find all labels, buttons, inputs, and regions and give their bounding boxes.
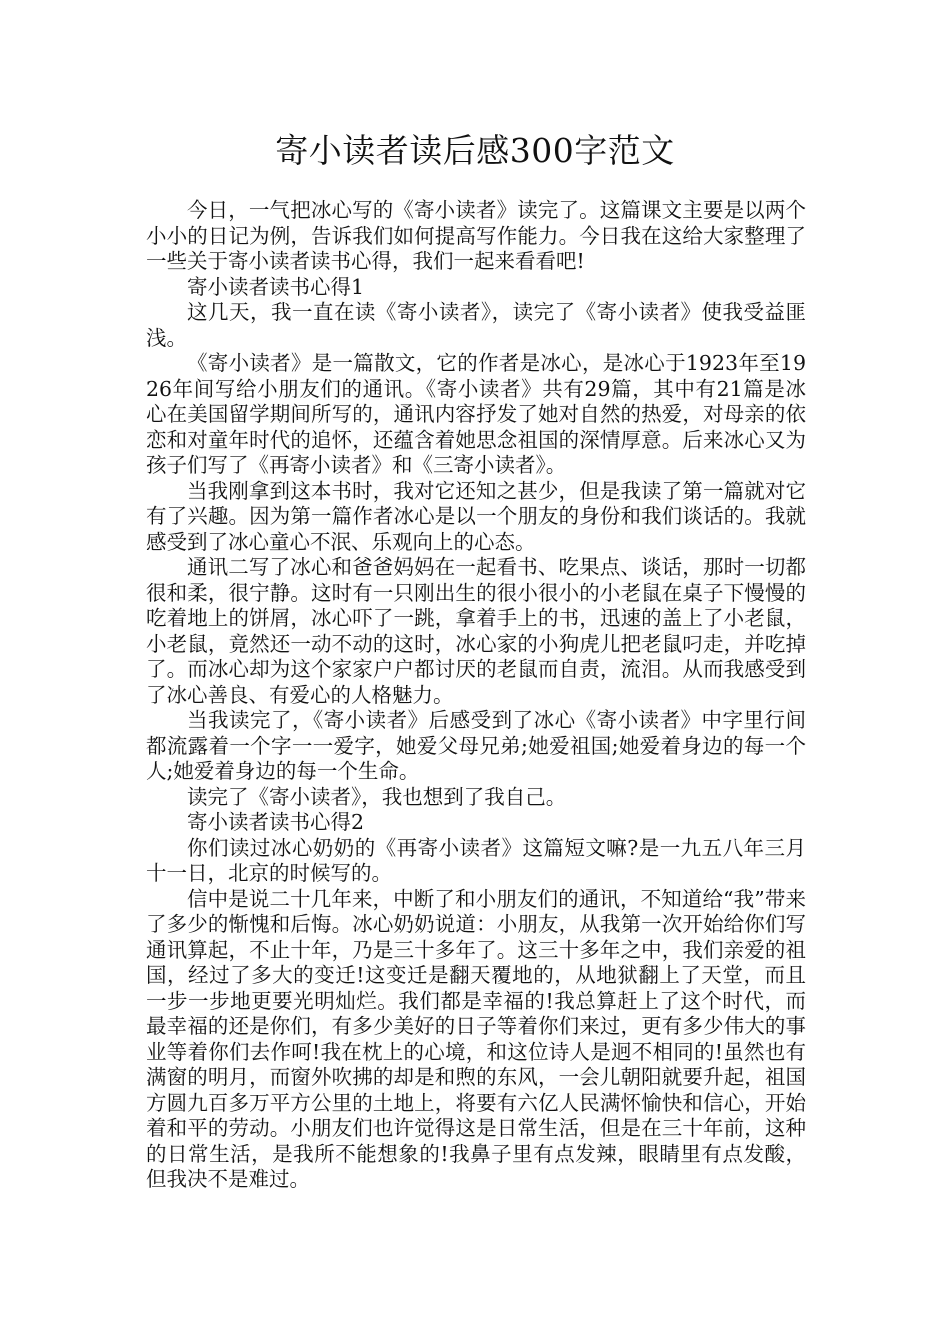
paragraph: 《寄小读者》是一篇散文，它的作者是冰心，是冰心于1923年至1926年间写给小朋友们的通讯。《寄小读者》共有29篇，其中有21篇是冰心在美国留学期间所写的，通讯内容抒发了她对自然的热爱，对母亲的依恋和对童年时代的追怀，还蕴含着她思念祖国的深情厚意。后来冰心又为孩子们写了《再寄小读者》和《三寄小读者》。 — [146, 351, 806, 477]
document-body — [146, 198, 806, 1193]
paragraph: 当我刚拿到这本书时，我对它还知之甚少，但是我读了第一篇就对它有了兴趣。因为第一篇作者冰心是以一个朋友的身份和我们谈话的。我就感受到了冰心童心不泯、乐观向上的心态。 — [146, 478, 806, 554]
intro-paragraph: 今日，一气把冰心写的《寄小读者》读完了。这篇课文主要是以两个小小的日记为例，告诉我们如何提高写作能力。今日我在这给大家整理了一些关于寄小读者读书心得，我们一起来看看吧! — [146, 198, 806, 273]
paragraph: 这几天，我一直在读《寄小读者》，读完了《寄小读者》使我受益匪浅。 — [146, 300, 806, 350]
section-heading-2: 寄小读者读书心得2 — [187, 810, 365, 834]
document-title: 寄小读者读后感300字范文 — [275, 131, 675, 170]
section-heading-1: 寄小读者读书心得1 — [187, 274, 365, 299]
paragraph: 读完了《寄小读者》，我也想到了我自己。 — [187, 784, 567, 809]
paragraph: 当我读完了，《寄小读者》后感受到了冰心《寄小读者》中字里行间都流露着一个字一一爱字，她爱父母兄弟;她爱祖国;她爱着身边的每一个人;她爱着身边的每一个生命。 — [146, 708, 806, 783]
paragraph: 你们读过冰心奶奶的《再寄小读者》这篇短文嘛?是一九五八年三月十一日，北京的时候写的。 — [146, 835, 806, 885]
paragraph: 通讯二写了冰心和爸爸妈妈在一起看书、吃果点、谈话，那时一切都很和柔，很宁静。这时有一只刚出生的很小很小的小老鼠在桌子下慢慢的吃着地上的饼屑，冰心吓了一跳，拿着手上的书，迅速的盖上了小老鼠，小老鼠，竟然还一动不动的这时，冰心家的小狗虎儿把老鼠叼走，并吃掉了。而冰心却为这个家家户户都讨厌的老鼠而自责，流泪。从而我感受到了冰心善良、有爱心的人格魅力。 — [146, 555, 806, 707]
paragraph: 信中是说二十几年来，中断了和小朋友们的通讯，不知道给“我”带来了多少的惭愧和后悔。冰心奶奶说道：小朋友，从我第一次开始给你们写通讯算起，不止十年，乃是三十多年了。这三十多年之中，我们亲爱的祖国，经过了多大的变迁!这变迁是翻天覆地的，从地狱翻上了天堂，而且一步一步地更要光明灿烂。我们都是幸福的!我总算赶上了这个时代，而最幸福的还是你们，有多少美好的日子等着你们来过，更有多少伟大的事业等着你们去作呵!我在枕上的心境，和这位诗人是迥不相同的!虽然也有满窗的明月，而窗外吹拂的却是和煦的东风，一会儿朝阳就要升起，祖国方圆九百多万平方公里的土地上，将要有六亿人民满怀愉快和信心，开始着和平的劳动。小朋友们也许觉得这是日常生活，但是在三十年前，这种的日常生活，是我所不能想象的!我鼻子里有点发辣，眼睛里有点发酸，但我决不是难过。 — [146, 886, 806, 1191]
